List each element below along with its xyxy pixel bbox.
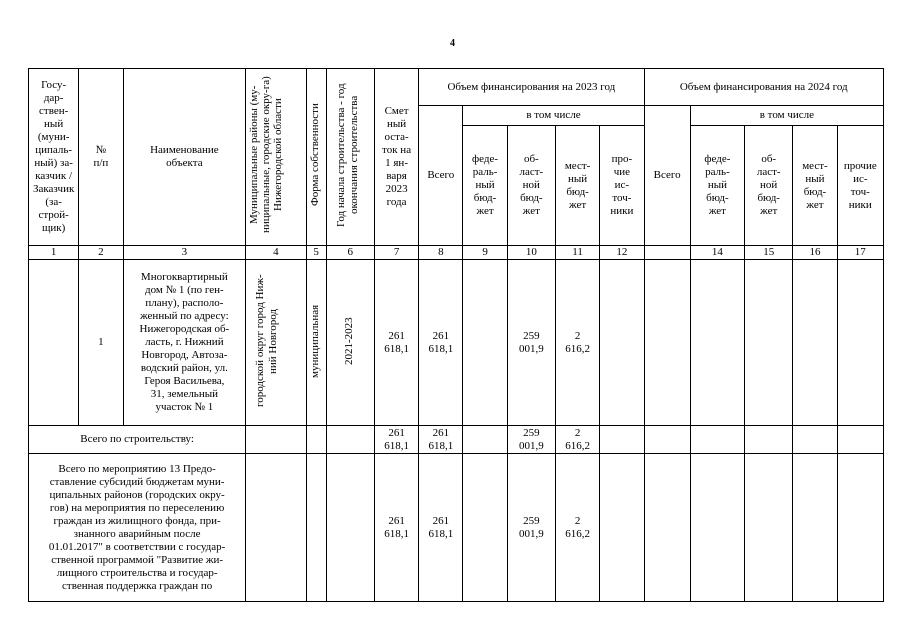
header-remainder: Смет ный оста- ток на 1 ян- варя 2023 года (374, 69, 418, 246)
header-fin-2024: Объем финансирования на 2024 год (644, 69, 883, 106)
cell-federal-2023 (463, 260, 507, 426)
cell-district: городской округ город Ниж-ний Новгород (246, 260, 306, 426)
header-number: № п/п (79, 69, 123, 246)
cell-remainder: 261 618,1 (374, 426, 418, 454)
cell-measure-total-label: Всего по мероприятию 13 Предо- ставление субсидий бюджетам муни- ципальных районов (городских окру- гов) на мероприятия по переселению граждан из жилищного фонда, при- знанного аварийным после 01.01.2017" в соответствии с государ- ственной программой "Развитие жи- лищного строительства и государ- ственная поддержка граждан по (29, 454, 246, 602)
cell-empty (246, 426, 306, 454)
col-number: 5 (306, 246, 326, 260)
col-number: 9 (463, 246, 507, 260)
cell-object-name: Многоквартирный дом № 1 (по ген- плану), располо- женный по адресу: Нижегородская об- ласть, г. Нижний Новгород, Автоза- водский район, ул. Героя Васильева, 31, земельный участок № 1 (123, 260, 246, 426)
cell-construction-total-label: Всего по строительству: (29, 426, 246, 454)
col-number: 16 (793, 246, 837, 260)
col-number: 10 (507, 246, 555, 260)
header-regional-2024: об- ласт- ной бюд- жет (745, 126, 793, 246)
cell-empty (326, 454, 374, 602)
cell-empty (326, 426, 374, 454)
cell-number: 1 (79, 260, 123, 426)
col-number: 3 (123, 246, 246, 260)
table-row-object (29, 260, 884, 426)
cell-empty (306, 454, 326, 602)
cell-total-2024 (644, 260, 690, 426)
table-row-construction-total (29, 426, 884, 454)
cell-empty (644, 454, 690, 602)
cell-regional-2023: 259 001,9 (507, 260, 555, 426)
col-number (644, 246, 690, 260)
cell-regional-2024 (745, 260, 793, 426)
cell-empty (793, 454, 837, 602)
header-incl-2024: в том числе (690, 106, 883, 126)
header-local-2024: мест- ный бюд- жет (793, 126, 837, 246)
cell-remainder: 261 618,1 (374, 260, 418, 426)
cell-regional-2023: 259 001,9 (507, 454, 555, 602)
cell-total-2023: 261 618,1 (419, 426, 463, 454)
header-total-2024: Всего (644, 106, 690, 246)
cell-customer (29, 260, 79, 426)
col-number: 2 (79, 246, 123, 260)
cell-empty (793, 426, 837, 454)
header-federal-2023: феде- раль- ный бюд- жет (463, 126, 507, 246)
header-other-2023: про- чие ис- точ- ники (600, 126, 644, 246)
col-number: 17 (837, 246, 883, 260)
cell-empty (690, 426, 744, 454)
col-number: 14 (690, 246, 744, 260)
col-number: 11 (555, 246, 599, 260)
cell-local-2024 (793, 260, 837, 426)
col-number: 6 (326, 246, 374, 260)
cell-empty (745, 426, 793, 454)
financing-table (28, 68, 884, 602)
cell-empty (600, 454, 644, 602)
col-number: 12 (600, 246, 644, 260)
header-customer: Госу- дар- ствен- ный (муни- ципаль- ный) за- казчик / Заказчик (за- строй- щик) (29, 69, 79, 246)
cell-empty (745, 454, 793, 602)
cell-other-2024 (837, 260, 883, 426)
cell-federal-2024 (690, 260, 744, 426)
cell-empty (837, 454, 883, 602)
col-number: 4 (246, 246, 306, 260)
column-numbers-row (29, 246, 884, 260)
cell-local-2023: 2 616,2 (555, 260, 599, 426)
cell-empty (463, 426, 507, 454)
header-incl-2023: в том числе (463, 106, 644, 126)
table-row-measure-total (29, 454, 884, 602)
header-regional-2023: об- ласт- ной бюд- жет (507, 126, 555, 246)
header-local-2023: мест- ный бюд- жет (555, 126, 599, 246)
header-federal-2024: феде- раль- ный бюд- жет (690, 126, 744, 246)
cell-empty (690, 454, 744, 602)
cell-empty (306, 426, 326, 454)
cell-other-2023 (600, 260, 644, 426)
cell-remainder: 261 618,1 (374, 454, 418, 602)
header-district: Муниципальные районы (му-ниципальные, городские окру-га) Нижегородской области (246, 69, 306, 246)
cell-empty (644, 426, 690, 454)
col-number: 15 (745, 246, 793, 260)
col-number: 1 (29, 246, 79, 260)
cell-ownership: муниципальная (306, 260, 326, 426)
cell-total-2023: 261 618,1 (419, 260, 463, 426)
header-object-name: Наименование объекта (123, 69, 246, 246)
cell-regional-2023: 259 001,9 (507, 426, 555, 454)
cell-total-2023: 261 618,1 (419, 454, 463, 602)
col-number: 7 (374, 246, 418, 260)
cell-empty (463, 454, 507, 602)
header-other-2024: прочие ис- точ- ники (837, 126, 883, 246)
cell-local-2023: 2 616,2 (555, 454, 599, 602)
cell-years: 2021-2023 (326, 260, 374, 426)
cell-empty (837, 426, 883, 454)
header-fin-2023: Объем финансирования на 2023 год (419, 69, 644, 106)
page-number: 4 (450, 38, 455, 49)
header-total-2023: Всего (419, 106, 463, 246)
header-years: Год начала строительства - год окончания строительства (326, 69, 374, 246)
cell-empty (600, 426, 644, 454)
cell-empty (246, 454, 306, 602)
col-number: 8 (419, 246, 463, 260)
cell-local-2023: 2 616,2 (555, 426, 599, 454)
header-ownership: Форма собственности (306, 69, 326, 246)
